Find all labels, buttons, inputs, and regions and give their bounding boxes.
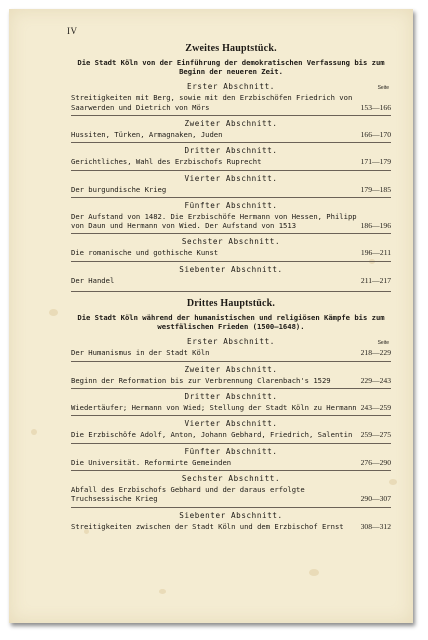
entry-pages: 196—211 [360, 248, 391, 258]
entry-title: Die romanische und gothische Kunst [71, 248, 219, 258]
chapter-head-row [71, 81, 391, 92]
entry-title: Streitigkeiten zwischen der Stadt Köln und dem Erzbischof Ernst [71, 521, 344, 531]
chapter-title: Siebenter Abschnitt. [179, 264, 283, 274]
entry-pages: 171—179 [360, 157, 391, 167]
entry-title: Streitigkeiten mit Berg, sowie mit den Erzbischöfen Friedrich von Saarwerden und Dietrich von Mörs [71, 93, 353, 112]
toc-entry [71, 403, 391, 412]
chapter-divider [71, 470, 391, 471]
chapter-title: Dritter Abschnitt. [184, 146, 278, 156]
foxing-spot [159, 589, 166, 594]
chapter-head-row [71, 336, 391, 347]
page-number: IV [67, 26, 78, 36]
entry-title: Die Erzbischöfe Adolf, Anton, Johann Gebhard, Friedrich, Salentin [71, 430, 353, 440]
toc-entry [71, 276, 391, 285]
chapter-divider [71, 142, 391, 143]
entry-pages: 218—229 [360, 348, 391, 358]
chapter-divider [71, 415, 391, 416]
entry-title: Der Humanismus in der Stadt Köln [71, 348, 210, 358]
section-divider [71, 291, 391, 292]
toc-entry [71, 458, 391, 467]
entry-pages: 186—196 [360, 221, 391, 231]
chapter-divider [71, 361, 391, 362]
toc-entry [71, 157, 391, 166]
entry-title: Abfall des Erzbischofs Gebhard und der daraus erfolgte Truchsessische Krieg [71, 484, 305, 504]
toc-entry [71, 93, 391, 112]
entry-title: Die Universität. Reformirte Gemeinden [71, 457, 232, 467]
entry-pages: 153—166 [360, 102, 391, 112]
chapter-title: Erster Abschnitt. [187, 337, 275, 347]
toc-entry [71, 430, 391, 439]
chapter-divider [71, 233, 391, 234]
entry-pages: 259—275 [360, 430, 391, 440]
entry-title: Gerichtliches, Wahl des Erzbischofs Ruprecht [71, 157, 262, 167]
foxing-spot [49, 309, 58, 316]
entry-pages: 229—243 [360, 375, 391, 385]
toc-entry [71, 248, 391, 257]
entry-pages: 290—307 [360, 494, 391, 504]
chapter-divider [71, 507, 391, 508]
entry-pages: 179—185 [360, 184, 391, 194]
toc-entry [71, 376, 391, 385]
section-subheading: Die Stadt Köln während der humanistischen und religiösen Kämpfe bis zum westfälischen Frieden (1500—1648). [77, 313, 385, 332]
chapter-divider [71, 170, 391, 171]
section-subheading: Die Stadt Köln von der Einführung der demokratischen Verfassung bis zum Beginn der neueren Zeit. [77, 58, 385, 77]
chapter-title: Siebenter Abschnitt. [179, 510, 283, 520]
entry-title: Der Handel [71, 275, 115, 285]
chapter-title: Erster Abschnitt. [187, 82, 275, 92]
chapter-divider [71, 388, 391, 389]
chapter-title: Fünfter Abschnitt. [184, 446, 278, 456]
entry-title: Hussiten, Türken, Armagnaken, Juden [71, 130, 223, 139]
toc-entry [71, 522, 391, 531]
entry-pages: 243—259 [360, 403, 391, 413]
chapter-title: Sechster Abschnitt. [181, 237, 281, 247]
seite-label: Seite [377, 85, 389, 92]
entry-title: Der Aufstand von 1482. Die Erzbischöfe Hermann von Hessen, Philipp von Daun und Hermann von Wied. Der Aufstand von 1513 [71, 211, 357, 231]
chapter-divider [71, 261, 391, 262]
chapter-title: Vierter Abschnitt. [184, 173, 278, 183]
chapter-title: Fünfter Abschnitt. [184, 200, 278, 210]
chapter-divider [71, 115, 391, 116]
table-of-contents [71, 43, 391, 531]
foxing-spot [309, 569, 319, 576]
entry-pages: 211—217 [360, 275, 391, 285]
section-heading: Zweites Hauptstück. [185, 43, 277, 54]
chapter-title: Sechster Abschnitt. [181, 473, 281, 483]
seite-label: Seite [377, 340, 389, 347]
foxing-spot [31, 429, 37, 435]
entry-title: Der burgundische Krieg [71, 184, 167, 194]
entry-pages: 276—290 [360, 457, 391, 467]
toc-entry [71, 212, 391, 231]
chapter-divider [71, 197, 391, 198]
toc-entry [71, 485, 391, 504]
toc-entry [71, 185, 391, 194]
chapter-divider [71, 443, 391, 444]
toc-section [71, 43, 391, 285]
chapter-title: Zweiter Abschnitt. [184, 119, 278, 128]
toc-entry [71, 130, 391, 139]
book-page [9, 9, 413, 623]
chapter-title: Vierter Abschnitt. [184, 419, 278, 429]
entry-title: Beginn der Reformation bis zur Verbrennung Clarenbach's 1529 [71, 375, 331, 385]
entry-pages: 166—170 [360, 130, 391, 139]
toc-section [71, 291, 391, 531]
entry-pages: 308—312 [360, 521, 391, 531]
toc-entry [71, 348, 391, 357]
chapter-title: Zweiter Abschnitt. [184, 364, 278, 374]
chapter-title: Dritter Abschnitt. [184, 392, 278, 402]
entry-title: Wiedertäufer; Hermann von Wied; Stellung der Stadt Köln zu Hermann [71, 403, 357, 413]
section-heading: Drittes Hauptstück. [186, 298, 276, 310]
